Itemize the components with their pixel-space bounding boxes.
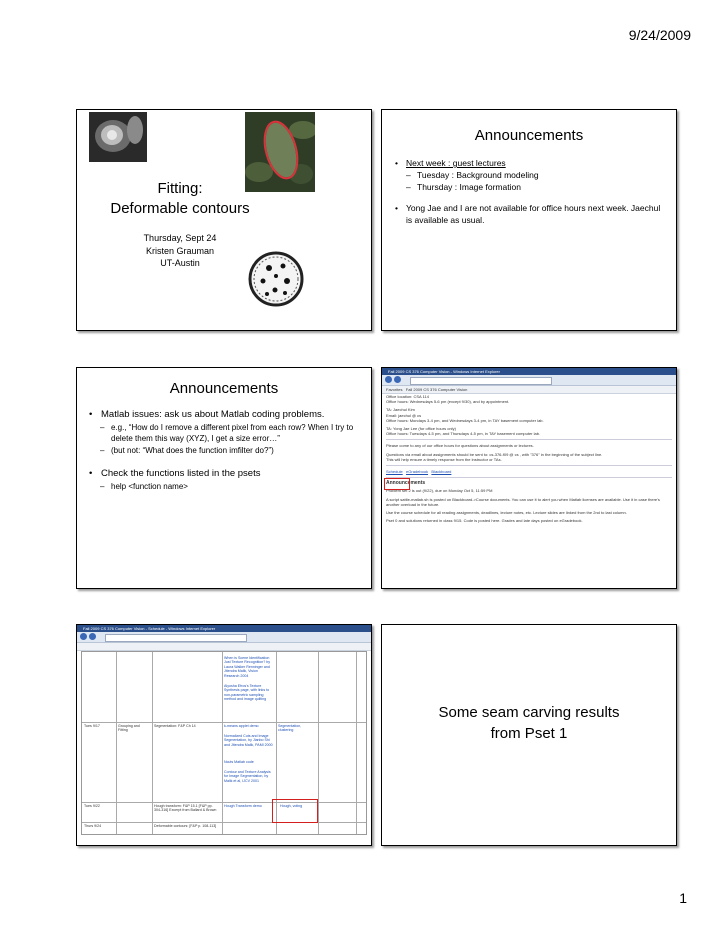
table-cell: Deformable contours: [F&P p. 108-113] <box>154 824 217 828</box>
table-cell[interactable]: Contour and Texture Analysis for Image Segmentation, by Malik et al, IJCV 2001 <box>224 770 271 783</box>
sub-bullet-item: – (but not: “What does the function imfilter do?”) <box>89 445 361 457</box>
slide-title: Announcements <box>474 127 584 144</box>
table-cell: Tues 9/17 <box>84 724 100 728</box>
slide-announcements-2 <box>76 367 372 589</box>
back-icon <box>80 633 87 640</box>
slide-schedule-screenshot <box>76 624 372 846</box>
page-number: 1 <box>679 890 687 906</box>
announcement-line: Problem set 2 is out (9/22), due on Monday Oct 5, 11:59 PM <box>386 488 493 494</box>
announcement-line: Use the course schedule for all reading assignments, deadlines, lecture notes, etc. Lecture slides are linked from the 2nd to last column. <box>386 510 627 516</box>
slide-course-webpage-screenshot <box>381 367 677 589</box>
table-cell: Grouping and Fitting <box>118 724 140 733</box>
slide-title <box>382 702 676 744</box>
browser-title-bar: Fall 2009 CS 376 Computer Vision - Windows Internet Explorer <box>382 368 676 375</box>
favorites-label: Favorites <box>386 387 403 392</box>
browser-nav-bar <box>77 632 371 643</box>
schedule-highlight-box <box>384 478 410 490</box>
title-line-1: Fitting: <box>157 180 203 197</box>
author-name: Kristen Grauman <box>145 245 215 256</box>
content-line: This will help ensure a timely response from the instructor or TAs. <box>386 456 502 462</box>
lecture-date: Thursday, Sept 24 <box>143 233 217 243</box>
announcement-line: A script sattle-matlab.sh is posted on Blackboard->Course documents. You can use it to alert you when Matlab licenses are available. Use it in case there's another overload in the future. <box>386 496 660 507</box>
back-icon <box>385 376 392 383</box>
sub-bullet-item: – Tuesday : Background modeling <box>395 169 666 181</box>
mri-heart-image <box>89 112 147 162</box>
table-cell: Tues 9/22 <box>84 804 100 808</box>
announcement-line: Pset 0 and solutions returned in class 9/15. Code is posted here. Grades and late days posted on eGradebook. <box>386 518 583 524</box>
handout-date: 9/24/2009 <box>628 27 691 43</box>
title-line-2: from Pset 1 <box>490 725 568 742</box>
address-bar <box>105 634 247 642</box>
bullet-list <box>395 157 666 226</box>
content-line: Office hours: Tuesdays 4-5 pm, and Thursdays 4-5 pm, in TAY basement computer lab. <box>386 431 541 437</box>
sub-bullet-item: – e.g., “How do I remove a different pixel from each row? When I try to delete them this way (XYZ), I get a size error…” <box>89 422 361 445</box>
table-cell[interactable]: When is Scene Identification Just Texture Recognition? by Laura Walker Renninger and Jitendra Malik, Vision Research 2004 <box>224 656 271 678</box>
table-cell[interactable]: Normalized Cuts and Image Segmentation, by Jianbo Shi and Jitendra Malik, PAMI 2000 <box>224 734 273 747</box>
table-cell: Segmentation: F&P Ch 14 <box>154 724 196 728</box>
bullet-item: • Next week : guest lectures <box>395 157 666 169</box>
slide-title: Announcements <box>169 380 279 397</box>
slide-title <box>107 179 253 219</box>
content-line: Office location: CSA 114 <box>386 394 429 399</box>
favorites-bar <box>77 643 371 651</box>
table-cell: Hough transform: F&P 15.1 [F&P pp. 304-316] Excerpt from Ballard & Brown <box>154 804 217 813</box>
table-cell[interactable]: k-means applet demo <box>224 724 259 728</box>
institution: UT-Austin <box>160 258 200 268</box>
slide-title-fitting <box>76 109 372 331</box>
bullet-list <box>89 408 361 492</box>
browser-window <box>77 625 371 845</box>
bullet-item: • Matlab issues: ask us about Matlab coding problems. <box>89 408 361 422</box>
address-bar <box>410 377 552 385</box>
forward-icon <box>394 376 401 383</box>
table-cell[interactable]: Alyosha Efros's Texture Synthesis page, with links to non-parametric sampling method and image quilting <box>224 684 270 702</box>
leaf-contour-image <box>245 112 315 192</box>
content-line: Questions via email about assignments should be sent to: cs-376-f09 @ cs , with "376" in the beginning of the subject line. <box>386 451 603 457</box>
table-cell[interactable]: Ncuts Matlab code <box>224 760 254 764</box>
blackboard-link[interactable]: Blackboard <box>431 469 452 475</box>
content-line: Office hours: Mondays 3-4 pm, and Wednesdays 3-4 pm, in TAY basement computer lab. <box>386 417 544 423</box>
browser-window <box>382 368 676 588</box>
sub-bullet-item: – help <function name> <box>89 481 361 493</box>
cell-contour-image <box>245 248 307 310</box>
sub-bullet-item: – Thursday : Image formation <box>395 181 666 193</box>
slide-subtitle <box>107 232 253 270</box>
content-line: Please come to any of our office hours for questions about assignments or lectures. <box>386 443 534 449</box>
bullet-item: • Yong Jae and I are not available for office hours next week. Jaechul is available as usual. <box>395 202 666 226</box>
nav-links <box>386 469 672 474</box>
favorites-bar <box>382 386 676 394</box>
browser-title-bar: Fall 2009 CS 376 Computer Vision - Schedule - Windows Internet Explorer <box>77 625 371 632</box>
title-line-1: Some seam carving results <box>438 704 620 721</box>
browser-nav-bar <box>382 375 676 386</box>
table-cell[interactable]: Segmentation, clustering <box>278 724 302 733</box>
schedule-table <box>81 651 367 835</box>
bullet-item: • Check the functions listed in the psets <box>89 467 361 481</box>
slide-seam-carving-results <box>381 624 677 846</box>
content-line: TA: Jaechul Kim <box>386 407 415 413</box>
slide-announcements-1 <box>381 109 677 331</box>
browser-tab: Fall 2009 CS 376 Computer Vision <box>405 387 468 392</box>
title-line-2: Deformable contours <box>110 200 250 217</box>
table-cell[interactable]: Hough, voting <box>280 804 303 808</box>
schedule-link[interactable]: Schedule <box>386 469 403 475</box>
content-line: Email: jaechul @ cs <box>386 412 422 418</box>
table-cell[interactable]: Hough Transform demo <box>224 804 262 808</box>
forward-icon <box>89 633 96 640</box>
page-content <box>386 394 672 523</box>
hough-voting-highlight-box <box>272 799 318 823</box>
content-line: Office hours: Wednesdays 5-6 pm (except 9/30), and by appointment. <box>386 399 510 405</box>
table-cell: Thurs 9/24 <box>84 824 102 828</box>
content-line: TA: Yong Jae Lee (for office hours only) <box>386 426 456 432</box>
egradebook-link[interactable]: eGradebook <box>406 469 429 475</box>
announcements-heading: Announcements <box>386 480 426 487</box>
